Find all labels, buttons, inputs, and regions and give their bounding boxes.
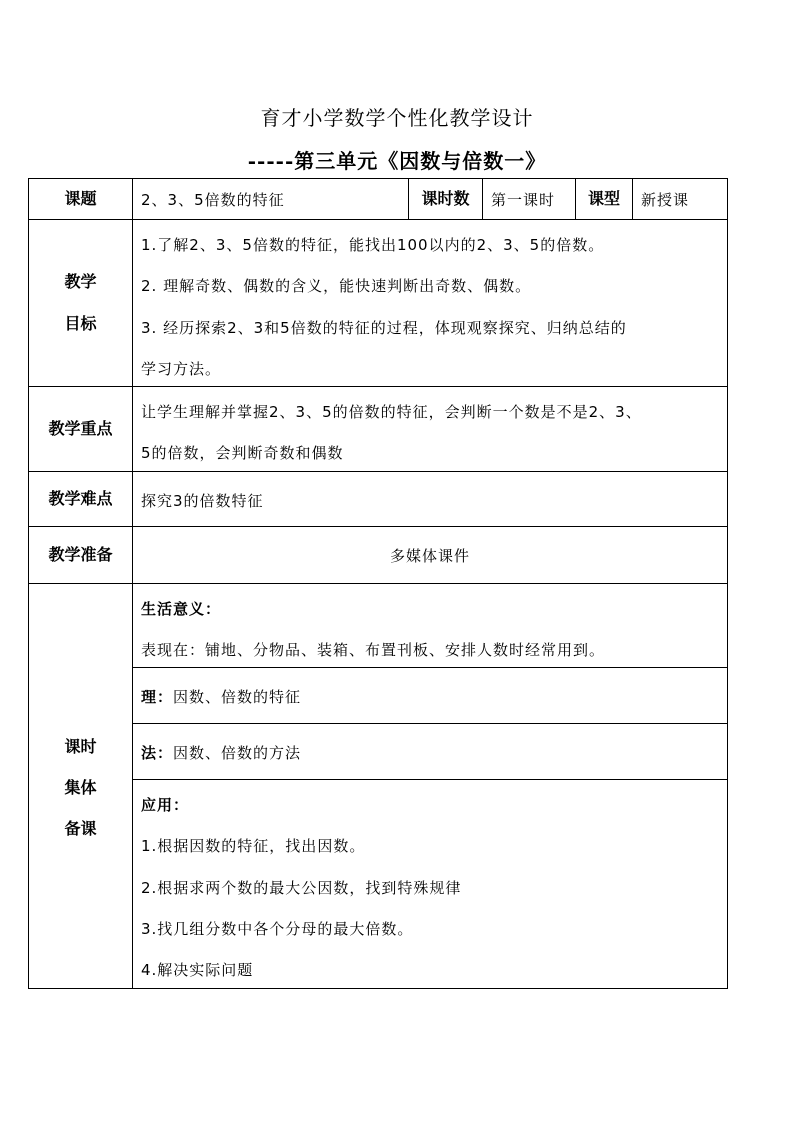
difficulties-content-cell xyxy=(132,471,728,527)
objectives-label-line2: 目标 xyxy=(64,314,97,333)
topic-label-cell xyxy=(28,178,133,220)
key-points-label-cell xyxy=(28,386,133,472)
document-title: 育才小学数学个性化教学设计 xyxy=(260,106,534,130)
collective-label-cell xyxy=(28,583,133,989)
difficulties-label: 教学难点 xyxy=(48,489,113,508)
method-cell xyxy=(132,723,728,780)
collective-label-line2: 集体 xyxy=(64,778,97,797)
hours-label: 课时数 xyxy=(421,189,470,208)
method-text: 因数、倍数的方法 xyxy=(173,744,302,762)
application-line: 4.解决实际问题 xyxy=(141,961,254,979)
document-subtitle: -----第三单元《因数与倍数一》 xyxy=(247,149,547,173)
application-cell xyxy=(132,779,728,989)
principle-line xyxy=(141,686,301,707)
preparation-label: 教学准备 xyxy=(48,545,113,564)
principle-cell xyxy=(132,667,728,724)
application-line: 3.找几组分数中各个分母的最大倍数。 xyxy=(141,920,414,938)
key-points-content-cell xyxy=(132,386,728,472)
objectives-content-cell xyxy=(132,219,728,387)
type-label: 课型 xyxy=(587,189,620,208)
objective-line: 学习方法。 xyxy=(141,360,222,378)
topic-value-cell xyxy=(132,178,409,220)
life-meaning-cell xyxy=(132,583,728,668)
hours-value-cell xyxy=(482,178,576,220)
principle-prefix: 理： xyxy=(141,688,174,706)
hours-value: 第一课时 xyxy=(491,191,556,209)
method-line xyxy=(141,742,301,763)
hours-label-cell xyxy=(408,178,483,220)
method-prefix: 法： xyxy=(141,744,174,762)
difficulties-label-cell xyxy=(28,471,133,527)
objective-line: 1.了解2、3、5倍数的特征，能找出100以内的2、3、5的倍数。 xyxy=(141,236,605,254)
type-value-cell xyxy=(632,178,728,220)
type-label-cell xyxy=(575,178,633,220)
application-title: 应用： xyxy=(141,796,190,814)
application-line: 1.根据因数的特征，找出因数。 xyxy=(141,837,366,855)
preparation-value: 多媒体课件 xyxy=(389,546,470,565)
objectives-label-cell xyxy=(28,219,133,387)
collective-label-line3: 备课 xyxy=(64,819,97,838)
objectives-label-line1: 教学 xyxy=(64,272,97,291)
life-meaning-title: 生活意义： xyxy=(141,600,222,618)
objective-line: 2. 理解奇数、偶数的含义，能快速判断出奇数、偶数。 xyxy=(141,277,532,295)
key-point-line: 让学生理解并掌握2、3、5的倍数的特征，会判断一个数是不是2、3、 xyxy=(141,403,642,421)
application-line: 2.根据求两个数的最大公因数，找到特殊规律 xyxy=(141,879,462,897)
objective-line: 3. 经历探索2、3和5倍数的特征的过程，体现观察探究、归纳总结的 xyxy=(141,319,627,337)
key-points-label: 教学重点 xyxy=(48,419,113,438)
life-meaning-text: 表现在：铺地、分物品、装箱、布置刊板、安排人数时经常用到。 xyxy=(141,641,606,659)
topic-value: 2、3、5倍数的特征 xyxy=(141,191,285,209)
topic-label: 课题 xyxy=(64,189,97,208)
preparation-content-cell xyxy=(132,526,728,584)
preparation-label-cell xyxy=(28,526,133,584)
difficulties-value: 探究3的倍数特征 xyxy=(141,492,264,510)
collective-label-line1: 课时 xyxy=(64,737,97,756)
type-value: 新授课 xyxy=(641,191,690,209)
principle-text: 因数、倍数的特征 xyxy=(173,688,302,706)
key-point-line: 5的倍数，会判断奇数和偶数 xyxy=(141,444,344,462)
